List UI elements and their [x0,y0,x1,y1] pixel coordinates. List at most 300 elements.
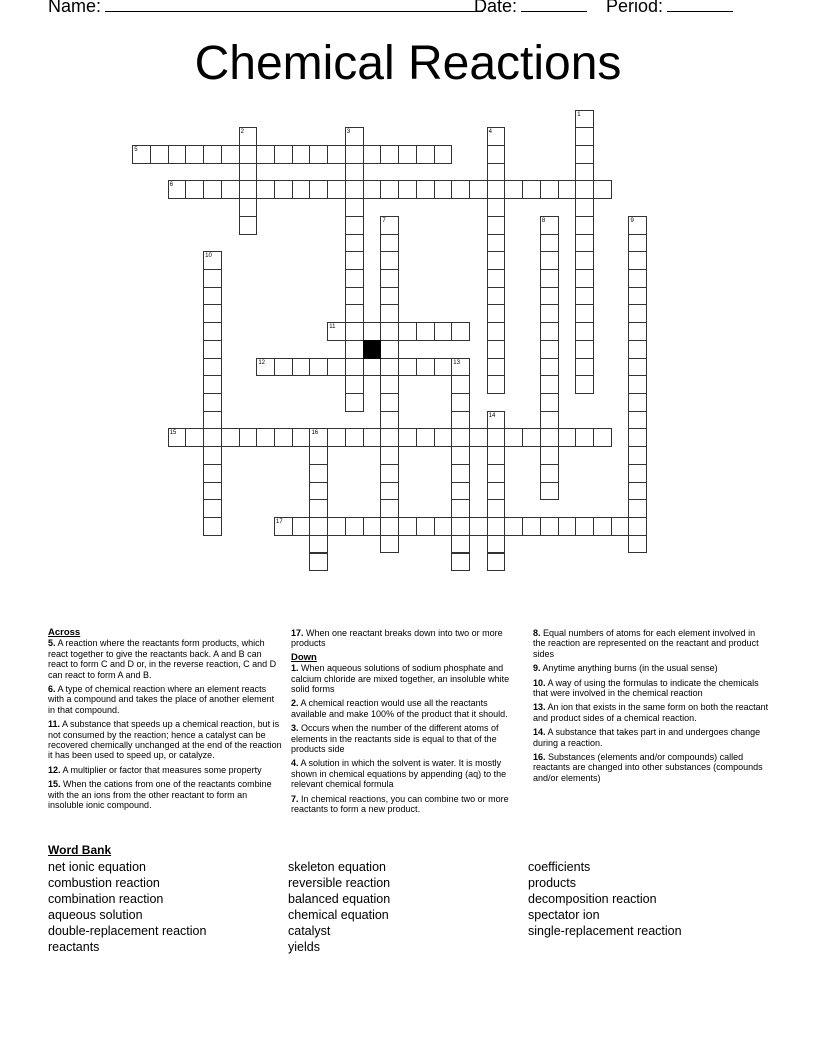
crossword-cell[interactable] [575,127,594,146]
crossword-black-cell [363,340,382,359]
crossword-cell[interactable] [363,180,382,199]
crossword-cell[interactable] [327,517,346,536]
clue-number: 9 [630,217,634,224]
crossword-cell[interactable] [451,535,470,554]
crossword-cell[interactable] [487,251,506,270]
word-bank-item: double-replacement reaction [48,924,207,938]
crossword-cell[interactable] [380,393,399,412]
crossword-cell[interactable] [558,180,577,199]
crossword-cell[interactable] [487,216,506,235]
crossword-cell[interactable] [628,411,647,430]
crossword-cell[interactable] [274,428,293,447]
crossword-cell[interactable] [628,304,647,323]
crossword-cell[interactable] [363,322,382,341]
crossword-cell[interactable] [628,428,647,447]
crossword-cell[interactable] [487,446,506,465]
word-bank-item: combustion reaction [48,876,160,890]
clues-column-2 [291,628,519,819]
crossword-cell[interactable] [487,375,506,394]
crossword-cell[interactable] [380,216,399,235]
crossword-cell[interactable] [239,216,258,235]
crossword-cell[interactable] [487,517,506,536]
crossword-cell[interactable] [380,446,399,465]
crossword-cell[interactable] [575,322,594,341]
crossword-cell[interactable] [487,428,506,447]
crossword-cell[interactable] [380,269,399,288]
crossword-cell[interactable] [203,482,222,501]
clue-number: 1 [577,111,581,118]
crossword-cell[interactable] [274,180,293,199]
crossword-cell[interactable] [451,180,470,199]
date-field[interactable] [474,0,587,17]
crossword-cell[interactable] [575,180,594,199]
crossword-cell[interactable] [380,358,399,377]
page-title: Chemical Reactions [194,37,622,90]
crossword-cell[interactable] [363,428,382,447]
crossword-cell[interactable] [380,180,399,199]
crossword-cell[interactable] [203,358,222,377]
crossword-cell[interactable] [434,180,453,199]
crossword-cell[interactable] [469,180,488,199]
crossword-cell[interactable] [168,180,187,199]
crossword-cell[interactable] [504,428,523,447]
across-heading: Across [48,627,81,638]
crossword-cell[interactable] [540,517,559,536]
clue-down: 13. An ion that exists in the same form on both the reactant and product sides of a chemical reaction. [533,702,769,723]
crossword-cell[interactable] [540,428,559,447]
crossword-cell[interactable] [274,517,293,536]
crossword-cell[interactable] [345,375,364,394]
clue-number: 3 [346,129,351,136]
crossword-cell[interactable] [203,340,222,359]
crossword-cell[interactable] [239,127,258,146]
crossword-cell[interactable] [575,428,594,447]
crossword-cell[interactable] [416,180,435,199]
crossword-cell[interactable] [593,180,612,199]
crossword-cell[interactable] [540,251,559,270]
word-bank-item: catalyst [288,924,331,938]
crossword-cell[interactable] [309,517,328,536]
clue-across: 15. When the cations from one of the reactants combine with the an ions from the other reactant to form an insoluble ionic compound. [48,779,272,811]
word-bank-item: single-replacement reaction [528,924,682,938]
crossword-cell[interactable] [363,358,382,377]
crossword-cell[interactable] [185,428,204,447]
crossword-cell[interactable] [575,163,594,182]
crossword-cell[interactable] [540,322,559,341]
crossword-cell[interactable] [575,340,594,359]
word-bank-column-2 [288,859,390,955]
crossword-cell[interactable] [274,358,293,377]
clue-across: 6. A type of chemical reaction where an element reacts with a compound and takes the place of another element in that compound. [48,684,275,715]
period-label: Period: [606,0,664,16]
crossword-cell[interactable] [274,145,293,164]
crossword-cell[interactable] [256,358,275,377]
crossword-cell[interactable] [398,428,417,447]
crossword-cell[interactable] [628,393,647,412]
crossword-cell[interactable] [256,428,275,447]
crossword-cell[interactable] [575,269,594,288]
crossword-cell[interactable] [575,234,594,253]
crossword-cell[interactable] [221,180,240,199]
word-bank-item: balanced equation [288,892,391,906]
crossword-cell[interactable] [416,517,435,536]
crossword-cell[interactable] [628,358,647,377]
word-bank-item: decomposition reaction [528,892,657,906]
crossword-cell[interactable] [292,358,311,377]
crossword-cell[interactable] [239,198,258,217]
crossword-cell[interactable] [469,517,488,536]
crossword-cell[interactable] [345,517,364,536]
crossword-cell[interactable] [575,304,594,323]
clue-across: 17. When one reactant breaks down into two or more products [291,628,503,649]
crossword-cell[interactable] [345,198,364,217]
crossword-cell[interactable] [398,180,417,199]
clue-number: 16 [311,430,319,437]
crossword-cell[interactable] [593,428,612,447]
crossword-cell[interactable] [380,304,399,323]
crossword-cell[interactable] [132,145,151,164]
crossword-cell[interactable] [628,251,647,270]
crossword-cell[interactable] [487,127,506,146]
crossword-cell[interactable] [434,358,453,377]
crossword-cell[interactable] [540,269,559,288]
crossword-cell[interactable] [575,517,594,536]
crossword-cell[interactable] [451,428,470,447]
crossword-cell[interactable] [203,145,222,164]
crossword-cell[interactable] [345,393,364,412]
crossword-cell[interactable] [203,251,222,270]
word-bank-column-1 [48,859,206,955]
crossword-cell[interactable] [185,145,204,164]
crossword-cell[interactable] [451,553,470,572]
crossword-cell[interactable] [558,428,577,447]
crossword-cell[interactable] [522,428,541,447]
crossword-cell[interactable] [451,517,470,536]
crossword-cell[interactable] [575,251,594,270]
clue-down: 16. Substances (elements and/or compounds) called reactants are changed into other substances (compounds and/or elements) [533,752,763,783]
crossword-cell[interactable] [327,145,346,164]
crossword-cell[interactable] [416,322,435,341]
crossword-cell[interactable] [487,322,506,341]
crossword-cell[interactable] [575,110,594,129]
clue-down: 4. A solution in which the solvent is water. It is mostly shown in chemical equations by appending (aq) to the relevant chemical formula [291,758,507,790]
crossword-cell[interactable] [451,411,470,430]
crossword-cell[interactable] [487,482,506,501]
clue-number: 15 [169,430,177,437]
clues-column-1 [48,628,282,815]
crossword-cell[interactable] [487,269,506,288]
clue-down: 10. A way of using the formulas to indicate the chemicals that were involved in the chemical reaction [533,677,759,699]
crossword-cell[interactable] [345,216,364,235]
crossword-cell[interactable] [487,358,506,377]
crossword-cell[interactable] [416,358,435,377]
crossword-cell[interactable] [540,216,559,235]
crossword-cell[interactable] [398,145,417,164]
crossword-cell[interactable] [628,234,647,253]
crossword-cell[interactable] [203,499,222,518]
period-field[interactable] [606,0,733,17]
crossword-cell[interactable] [327,322,346,341]
crossword-cell[interactable] [309,145,328,164]
crossword-cell[interactable] [451,358,470,377]
name-line[interactable] [105,0,483,12]
crossword-cell[interactable] [185,180,204,199]
word-bank-item: chemical equation [288,908,389,922]
crossword-cell[interactable] [150,145,169,164]
clue-number: 14 [488,412,496,419]
date-label: Date: [474,0,518,16]
crossword-cell[interactable] [451,482,470,501]
crossword-cell[interactable] [434,517,453,536]
crossword-cell[interactable] [239,145,258,164]
crossword-cell[interactable] [540,446,559,465]
crossword-cell[interactable] [540,234,559,253]
word-bank-item: yields [288,940,320,954]
crossword-cell[interactable] [434,145,453,164]
crossword-cell[interactable] [345,180,364,199]
crossword-cell[interactable] [345,340,364,359]
crossword-cell[interactable] [345,234,364,253]
crossword-cell[interactable] [309,553,328,572]
crossword-cell[interactable] [575,287,594,306]
crossword-cell[interactable] [540,393,559,412]
word-bank-item: aqueous solution [48,908,143,922]
crossword-cell[interactable] [380,251,399,270]
period-line[interactable] [667,0,733,12]
crossword-cell[interactable] [628,322,647,341]
crossword-cell[interactable] [416,428,435,447]
crossword-cell[interactable] [628,446,647,465]
clue-across: 11. A substance that speeds up a chemical reaction, but is not consumed by the reaction; hence a catalyst can be recovered chemically unchanged at the end of the reaction it has been used to speed up, or catalyze. [48,719,282,761]
crossword-cell[interactable] [451,446,470,465]
crossword-cell[interactable] [203,517,222,536]
crossword-cell[interactable] [487,499,506,518]
crossword-cell[interactable] [628,340,647,359]
crossword-cell[interactable] [540,482,559,501]
crossword-cell[interactable] [203,304,222,323]
crossword-cell[interactable] [575,145,594,164]
crossword-cell[interactable] [345,127,364,146]
crossword-cell[interactable] [487,553,506,572]
crossword-cell[interactable] [345,322,364,341]
crossword-cell[interactable] [628,287,647,306]
crossword-cell[interactable] [469,428,488,447]
crossword-cell[interactable] [540,358,559,377]
crossword-cell[interactable] [575,216,594,235]
crossword-cell[interactable] [292,180,311,199]
crossword-cell[interactable] [416,145,435,164]
crossword-cell[interactable] [380,234,399,253]
crossword-cell[interactable] [203,322,222,341]
crossword-cell[interactable] [451,464,470,483]
clue-number: 5 [134,146,138,153]
crossword-cell[interactable] [309,180,328,199]
crossword-cell[interactable] [309,535,328,554]
crossword-cell[interactable] [451,375,470,394]
crossword-cell[interactable] [451,393,470,412]
crossword-cell[interactable] [292,517,311,536]
clue-down: 7. In chemical reactions, you can combine two or more reactants to form a new product. [291,793,509,815]
crossword-cell[interactable] [203,393,222,412]
crossword-cell[interactable] [363,517,382,536]
crossword-cell[interactable] [487,411,506,430]
crossword-cell[interactable] [628,482,647,501]
crossword-cell[interactable] [380,517,399,536]
crossword-cell[interactable] [451,499,470,518]
crossword-cell[interactable] [203,269,222,288]
clue-number: 6 [169,182,174,189]
crossword-cell[interactable] [540,340,559,359]
crossword-cell[interactable] [309,358,328,377]
clue-across: 5. A reaction where the reactants form products, which react together to give the reactants back. A and B can react to form C and D or, in the reverse reaction, C and D can react to form A and B. [48,638,277,680]
crossword-cell[interactable] [380,340,399,359]
crossword-cell[interactable] [309,428,328,447]
crossword-cell[interactable] [345,251,364,270]
clue-number: 7 [382,217,386,224]
crossword-cell[interactable] [203,287,222,306]
crossword-cell[interactable] [345,304,364,323]
crossword-cell[interactable] [628,464,647,483]
crossword-cell[interactable] [540,287,559,306]
crossword-cell[interactable] [628,499,647,518]
crossword-cell[interactable] [628,517,647,536]
crossword-cell[interactable] [504,180,523,199]
crossword-cell[interactable] [487,163,506,182]
crossword-cell[interactable] [363,145,382,164]
crossword-cell[interactable] [398,358,417,377]
crossword-cell[interactable] [540,464,559,483]
down-heading: Down [291,651,317,663]
clue-number: 10 [205,253,212,260]
clue-down: 14. A substance that takes part in and undergoes change during a reaction. [533,727,761,748]
clue-number: 13 [453,359,460,366]
crossword-cell[interactable] [611,517,630,536]
date-line[interactable] [521,0,587,12]
clue-number: 2 [240,129,244,136]
crossword-cell[interactable] [380,287,399,306]
crossword-cell[interactable] [487,145,506,164]
crossword-cell[interactable] [309,482,328,501]
crossword-cell[interactable] [380,464,399,483]
crossword-cell[interactable] [434,428,453,447]
crossword-cell[interactable] [575,358,594,377]
crossword-cell[interactable] [292,145,311,164]
crossword-cell[interactable] [256,145,275,164]
clues-column-3 [533,628,769,787]
crossword-cell[interactable] [203,180,222,199]
crossword-cell[interactable] [504,517,523,536]
crossword-cell[interactable] [487,464,506,483]
crossword-cell[interactable] [327,428,346,447]
crossword-cell[interactable] [540,304,559,323]
crossword-cell[interactable] [540,375,559,394]
crossword-cell[interactable] [558,517,577,536]
crossword-cell[interactable] [593,517,612,536]
crossword-cell[interactable] [628,269,647,288]
crossword-cell[interactable] [203,428,222,447]
crossword-cell[interactable] [380,145,399,164]
crossword-cell[interactable] [628,216,647,235]
word-bank-title: Word Bank [48,843,112,857]
crossword-cell[interactable] [168,428,187,447]
crossword-cell[interactable] [487,198,506,217]
word-bank-item: net ionic equation [48,860,146,874]
crossword-cell[interactable] [434,322,453,341]
clue-down: 2. A chemical reaction would use all the reactants available and make 100% of the product that it should. [291,698,508,719]
clue-number: 17 [276,519,283,526]
crossword-cell[interactable] [451,322,470,341]
crossword-cell[interactable] [345,269,364,288]
crossword-cell[interactable] [575,375,594,394]
crossword-cell[interactable] [203,375,222,394]
crossword-cell[interactable] [345,358,364,377]
crossword-cell[interactable] [380,322,399,341]
crossword-cell[interactable] [292,428,311,447]
crossword-cell[interactable] [380,482,399,501]
crossword-cell[interactable] [628,535,647,554]
crossword-cell[interactable] [203,464,222,483]
crossword-cell[interactable] [203,411,222,430]
crossword-cell[interactable] [540,180,559,199]
crossword-cell[interactable] [309,499,328,518]
crossword-cell[interactable] [628,375,647,394]
crossword-cell[interactable] [203,446,222,465]
crossword-cell[interactable] [487,287,506,306]
crossword-cell[interactable] [380,411,399,430]
crossword-cell[interactable] [239,180,258,199]
crossword-cell[interactable] [345,287,364,306]
crossword-cell[interactable] [380,428,399,447]
crossword-cell[interactable] [575,198,594,217]
crossword-cell[interactable] [221,145,240,164]
name-field[interactable] [48,0,483,17]
crossword-cell[interactable] [327,180,346,199]
crossword-cell[interactable] [309,446,328,465]
clue-number: 11 [329,324,336,331]
crossword-cell[interactable] [380,375,399,394]
word-bank-item: spectator ion [528,908,600,922]
crossword-cell[interactable] [327,358,346,377]
crossword-cell[interactable] [239,428,258,447]
crossword-cell[interactable] [380,535,399,554]
clue-number: 8 [541,217,546,224]
crossword-cell[interactable] [487,180,506,199]
word-bank-item: skeleton equation [288,860,386,874]
crossword-cell[interactable] [487,304,506,323]
crossword-cell[interactable] [522,517,541,536]
crossword-cell[interactable] [487,234,506,253]
crossword-cell[interactable] [487,340,506,359]
crossword-cell[interactable] [221,428,240,447]
crossword-cell[interactable] [345,428,364,447]
crossword-cell[interactable] [398,517,417,536]
crossword-cell[interactable] [522,180,541,199]
crossword-cell[interactable] [309,464,328,483]
word-bank-item: reactants [48,940,100,954]
crossword-cell[interactable] [168,145,187,164]
crossword-cell[interactable] [487,535,506,554]
crossword-cell[interactable] [345,145,364,164]
crossword-cell[interactable] [239,163,258,182]
crossword-cell[interactable] [398,322,417,341]
crossword-cell[interactable] [540,411,559,430]
crossword-cell[interactable] [256,180,275,199]
clue-number: 4 [488,129,493,136]
crossword-cell[interactable] [380,499,399,518]
clue-down: 9. Anytime anything burns (in the usual sense) [533,663,718,674]
crossword-cell[interactable] [345,163,364,182]
word-bank-item: coefficients [528,860,591,874]
